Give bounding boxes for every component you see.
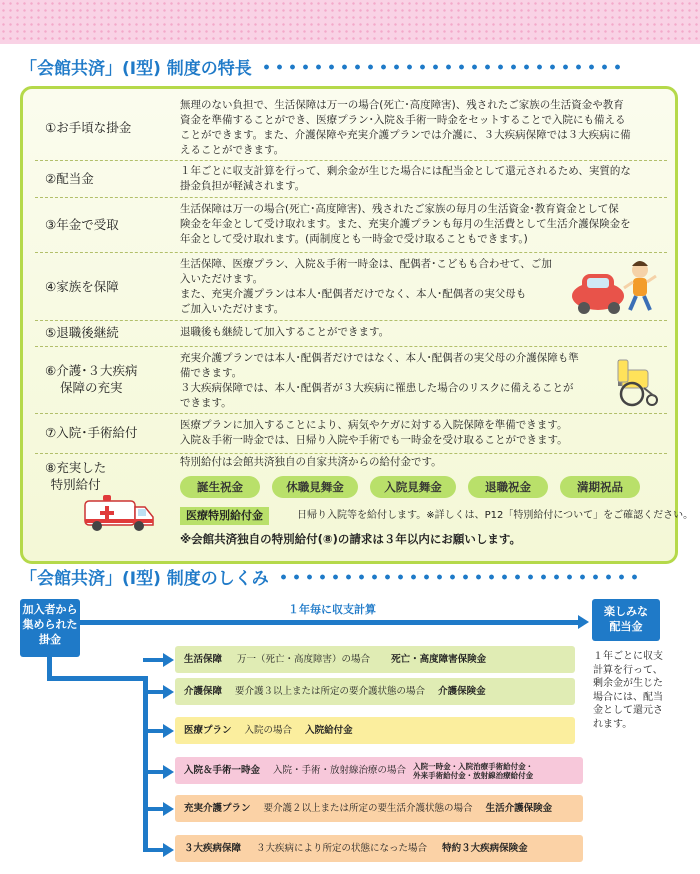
row-text	[180, 418, 568, 448]
plan-benefit: 介護保険金	[438, 686, 486, 697]
plan-benefit: 死亡・高度障害保険金	[391, 654, 487, 665]
text-line: できます。	[180, 397, 232, 409]
row-label: ⑥介護･３大疾病 保障の充実	[45, 363, 138, 395]
plan-box-medical	[175, 717, 575, 744]
text-line: 入いただけます。	[180, 273, 264, 285]
feature-row-6	[35, 346, 667, 414]
medical-special-benefit-desc: 日帰り入院等を給付します。※詳しくは、P12「特別給付について」をご確認ください。	[297, 510, 694, 521]
text-line: 掛金負担が軽減されます。	[180, 180, 306, 192]
row-text	[180, 455, 442, 470]
family-car-illustration	[570, 256, 660, 316]
row-text	[180, 202, 631, 247]
plan-benefit-line: 外来手術給付金・放射線治療給付金	[413, 770, 534, 780]
branch-line	[143, 848, 165, 852]
row-text	[180, 257, 552, 317]
feature-row-7	[35, 413, 667, 454]
flow-trunk	[143, 676, 148, 852]
arrow-head	[578, 615, 589, 629]
wheelchair-illustration	[610, 350, 662, 408]
dividend-box: 楽しみな 配当金	[592, 599, 660, 641]
text-line: 資金を準備することができ、医療プラン･入院＆手術一時金をセットすることで入院にも備える	[180, 114, 626, 126]
feature-row-3	[35, 197, 667, 253]
plan-benefit-line: 入院一時金・入院治療手術給付金・	[413, 761, 534, 771]
plan-benefit: 入院給付金	[305, 725, 353, 736]
arrow-head	[163, 653, 174, 667]
plan-condition: ３大疾病により所定の状態になった場合	[256, 843, 428, 854]
section-title-text: 「会館共済」(Ⅰ型) 制度のしくみ	[20, 569, 269, 589]
text-line: １年ごとに収支計算を行って、剰余金が生じた場合には配当金として還元されるため、実質的な	[180, 165, 631, 177]
plan-condition: 万一（死亡・高度障害）の場合	[237, 654, 371, 665]
row-text	[180, 351, 579, 411]
text-line: 特別給付は会館共済独自の自家共済からの給付金です。	[180, 456, 442, 468]
row-text	[180, 98, 631, 158]
ambulance-illustration	[83, 493, 155, 533]
text-line: 入院＆手術一時金では、日帰り入院や手術でも一時金を受け取ることができます。	[180, 434, 568, 446]
plan-benefit: 特約３大疾病保険金	[442, 843, 528, 854]
arrow-head	[163, 843, 174, 857]
text-line: 年金として受け取れます。(両制度とも一時金で受け取ることもできます。)	[180, 233, 528, 245]
plan-condition: 要介護２以上または所定の要生活介護状態の場合	[263, 803, 473, 814]
contributions-source-box: 加入者から 集められた 掛金	[20, 599, 80, 657]
branch-line	[143, 729, 165, 733]
plan-name: 生活保障	[184, 654, 223, 665]
branch-line	[143, 658, 165, 662]
feature-row-1	[35, 94, 667, 161]
features-panel	[20, 86, 694, 564]
benefit-pill: 休職見舞金	[272, 476, 358, 498]
branch-line	[143, 770, 165, 774]
row-label: ③年金で受取	[45, 217, 119, 232]
text-line: 生活保障、医療プラン、入院＆手術一時金は、配偶者･こどもも合わせて、ご加	[180, 258, 552, 270]
benefit-pill: 誕生祝金	[180, 476, 260, 498]
arrow-head	[163, 765, 174, 779]
plan-condition: 入院の場合	[244, 725, 293, 736]
medical-special-benefit-tag: 医療特別給付金	[180, 507, 269, 525]
plan-name: 入院＆手術一時金	[184, 765, 261, 776]
arrow-head	[163, 685, 174, 699]
text-line: ことができます。また、介護保障や充実介護プランでは介護に、３大疾病保障では３大疾病に備	[180, 129, 631, 141]
arrow-head	[163, 802, 174, 816]
special-benefits-pills	[180, 476, 640, 498]
plan-name: ３大疾病保障	[184, 843, 242, 854]
row-label: ①お手頃な掛金	[45, 120, 132, 135]
plan-box-hospital-surgery	[175, 757, 583, 784]
section-title-text: 「会館共済」(Ⅰ型) 制度の特長	[20, 59, 252, 79]
row-text	[180, 164, 631, 194]
row-label: ⑤退職後継続	[45, 325, 119, 340]
benefit-pill: 入院見舞金	[370, 476, 456, 498]
feature-row-2	[35, 160, 667, 198]
special-benefit-note: ※会館共済独自の特別給付(⑧)の請求は３年以内にお願いします。	[180, 532, 522, 546]
text-line: 充実介護プランでは本人･配偶者だけではなく、本人･配偶者の実父母の介護保障も準	[180, 352, 579, 364]
plan-box-three-diseases	[175, 835, 583, 862]
branch-line	[143, 690, 165, 694]
row-label: ②配当金	[45, 171, 94, 186]
row-label: ⑦入院･手術給付	[45, 425, 138, 440]
plan-name: 医療プラン	[184, 725, 232, 736]
branch-line	[143, 807, 165, 811]
benefit-pill: 退職祝金	[468, 476, 548, 498]
annual-calculation-label: １年毎に収支計算	[288, 603, 376, 616]
dividend-note: １年ごとに収支 計算を行って、 剰余金が生じた 場合には、配当 金として還元さ れます。	[593, 651, 663, 730]
plan-condition: 要介護３以上または所定の要介護状態の場合	[235, 686, 426, 697]
section-title-mechanism	[20, 564, 637, 589]
plan-box-life	[175, 646, 575, 673]
text-line: 生活保障は万一の場合(死亡･高度障害)、残されたご家族の毎月の生活資金･教育資金として保	[180, 203, 619, 215]
top-decorative-band	[0, 0, 700, 44]
text-line: 備できます。	[180, 367, 243, 379]
row-label: ④家族を保障	[45, 279, 119, 294]
arrow-head	[163, 724, 174, 738]
benefit-pill: 満期祝品	[560, 476, 640, 498]
text-line: 医療プランに加入することにより、病気やケガに対する入院保障を準備できます。	[180, 419, 568, 431]
flow-trunk-joint	[47, 676, 147, 681]
dotted-rule	[277, 573, 637, 581]
feature-row-5	[35, 320, 667, 347]
flow-main-line	[80, 620, 580, 625]
text-line: 退職後も継続して加入することができます。	[180, 326, 390, 338]
text-line: 険金を年金として受け取れます。また、充実介護プランも毎月の生活費として生活介護保険金を	[180, 218, 631, 230]
row-label: ⑧充実した 特別給付	[45, 460, 107, 492]
text-line: 無理のない負担で、生活保障は万一の場合(死亡･高度障害)、残されたご家族の生活資金や教育	[180, 99, 624, 111]
plan-benefit: 生活介護保険金	[485, 803, 553, 814]
text-line: また、充実介護プランは本人･配偶者だけでなく、本人･配偶者の実父母も	[180, 288, 527, 300]
plan-name: 充実介護プラン	[184, 803, 251, 814]
feature-row-4	[35, 252, 667, 321]
plan-name: 介護保障	[184, 686, 223, 697]
text-line: えることができます。	[180, 144, 285, 156]
plan-benefit	[413, 762, 533, 780]
text-line: ３大疾病保障では、本人･配偶者が３大疾病に罹患した場合のリスクに備えることが	[180, 382, 574, 394]
plan-condition: 入院・手術・放射線治療の場合	[273, 765, 407, 776]
plan-box-care	[175, 678, 575, 705]
feature-row-8	[35, 453, 694, 561]
plan-box-enhanced-care	[175, 795, 583, 822]
text-line: ご加入いただけます。	[180, 303, 285, 315]
row-text	[180, 325, 389, 340]
dotted-rule	[260, 63, 620, 71]
section-title-features	[20, 54, 620, 79]
